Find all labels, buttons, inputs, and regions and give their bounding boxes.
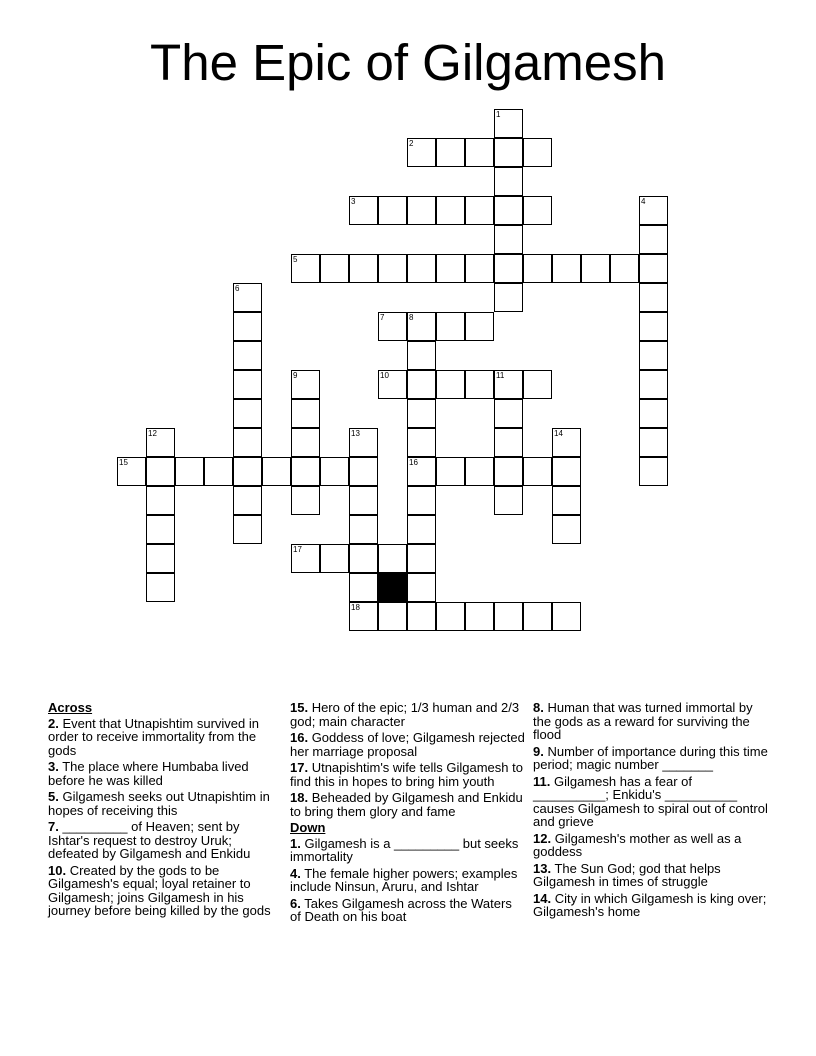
grid-cell[interactable] [494,457,523,486]
clue [290,791,526,818]
clue-number: 10. [48,862,67,878]
grid-cell[interactable] [436,602,465,631]
grid-cell[interactable] [349,486,378,515]
clue [533,832,769,859]
grid-cell[interactable] [233,457,262,486]
down-clue-list [290,837,526,924]
grid-cell[interactable] [146,428,175,457]
grid-cell[interactable] [494,602,523,631]
grid-cell[interactable] [146,544,175,573]
grid-cell[interactable] [407,254,436,283]
clue-number: 17 [293,545,302,554]
grid-cell[interactable] [233,515,262,544]
grid-cell[interactable] [407,196,436,225]
grid-cell[interactable] [465,254,494,283]
across-heading: Across [48,700,93,715]
grid-cell[interactable] [407,312,436,341]
grid-cell[interactable] [494,370,523,399]
grid-cell[interactable] [436,196,465,225]
clue-text: Goddess of love; Gilgamesh rejected her marriage proposal [290,730,525,759]
clue [48,760,284,787]
grid-cell[interactable] [320,457,349,486]
clue-text: Created by the gods to be Gilgamesh's equal; loyal retainer to Gilgamesh; joins Gilgamesh in his journey before being killed by the gods [48,862,271,918]
clue [290,761,526,788]
grid-cell[interactable] [552,602,581,631]
clue [48,790,284,817]
clue-number: 4. [290,865,301,881]
clue-number: 8. [533,700,544,715]
clue-column-1 [48,701,284,921]
grid-cell[interactable] [233,283,262,312]
grid-cell[interactable] [523,138,552,167]
clue [533,892,769,919]
grid-cell[interactable] [494,486,523,515]
grid-cell[interactable] [465,196,494,225]
clue-number: 3. [48,759,59,774]
grid-cell[interactable] [552,428,581,457]
clue-number: 12. [533,830,552,846]
clue [533,701,769,742]
grid-cell[interactable] [639,196,668,225]
grid-cell[interactable] [233,312,262,341]
clue-text: Gilgamesh seeks out Utnapishtim in hopes of receiving this [48,789,270,818]
grid-cell[interactable] [639,225,668,254]
grid-cell[interactable] [639,399,668,428]
grid-cell[interactable] [494,225,523,254]
grid-cell[interactable] [233,399,262,428]
clue-number: 9 [293,371,298,380]
grid-cell[interactable] [233,370,262,399]
grid-cell[interactable] [349,254,378,283]
grid-cell[interactable] [407,457,436,486]
grid-cell[interactable] [349,457,378,486]
clue-text: Gilgamesh has a fear of __________; Enkidu's __________ causes Gilgamesh to spiral out of control and grieve [533,773,768,829]
grid-cell[interactable] [436,312,465,341]
grid-cell[interactable] [523,254,552,283]
clue [48,717,284,758]
grid-cell[interactable] [349,573,378,602]
clue-text: Takes Gilgamesh across the Waters of Death on his boat [290,895,512,924]
clue-number: 15 [119,458,128,467]
grid-cell[interactable] [175,457,204,486]
grid-cell[interactable] [523,602,552,631]
grid-cell[interactable] [552,254,581,283]
grid-cell[interactable] [146,486,175,515]
grid-cell[interactable] [146,457,175,486]
across-clue-list [48,717,284,918]
grid-cell[interactable] [407,138,436,167]
grid-cell[interactable] [117,457,146,486]
clue-text: Hero of the epic; 1/3 human and 2/3 god; main character [290,700,520,729]
grid-cell[interactable] [291,254,320,283]
grid-cell[interactable] [523,370,552,399]
clue-text: Event that Utnapishtim survived in order to receive immortality from the gods [48,715,259,758]
grid-cell[interactable] [291,457,320,486]
clue-number: 6 [235,284,240,293]
grid-cell[interactable] [233,428,262,457]
clue-number: 15. [290,700,309,715]
clue [290,701,526,728]
clue-number: 3 [351,197,356,206]
grid-cell[interactable] [639,312,668,341]
grid-cell[interactable] [349,515,378,544]
grid-cell[interactable] [407,486,436,515]
grid-cell[interactable] [494,167,523,196]
grid-cell[interactable] [639,254,668,283]
down-heading: Down [290,820,326,835]
clue-text: Utnapishtim's wife tells Gilgamesh to find this in hopes to bring him youth [290,760,523,789]
clue-number: 2 [409,139,414,148]
grid-cell[interactable] [494,428,523,457]
clue [533,775,769,829]
clue-number: 10 [380,371,389,380]
black-square [378,573,407,602]
grid-cell[interactable] [639,370,668,399]
clue [48,864,284,918]
grid-cell[interactable] [378,196,407,225]
clue-number: 4 [641,197,646,206]
down-clue-list-continued [533,701,769,919]
grid-cell[interactable] [146,573,175,602]
clue-text: The place where Humbaba lived before he was killed [48,759,249,788]
grid-cell[interactable] [436,138,465,167]
clue-number: 5. [48,789,59,804]
clue-text: The female higher powers; examples include Ninsun, Aruru, and Ishtar [290,865,518,894]
grid-cell[interactable] [523,196,552,225]
grid-cell[interactable] [233,341,262,370]
clue-number: 16. [290,730,309,745]
clue-number: 17. [290,760,309,775]
grid-cell[interactable] [320,254,349,283]
grid-cell[interactable] [494,196,523,225]
grid-cell[interactable] [610,254,639,283]
grid-cell[interactable] [465,602,494,631]
clue-number: 5 [293,255,298,264]
grid-cell[interactable] [407,399,436,428]
clue-text: Human that was turned immortal by the gods as a reward for surviving the flood [533,700,753,742]
grid-cell[interactable] [494,138,523,167]
grid-cell[interactable] [378,602,407,631]
clue [48,820,284,861]
grid-cell[interactable] [639,283,668,312]
grid-cell[interactable] [552,457,581,486]
clue-number: 2. [48,715,59,731]
grid-cell[interactable] [378,544,407,573]
grid-cell[interactable] [349,602,378,631]
clue-number: 1 [496,110,501,119]
grid-cell[interactable] [552,486,581,515]
clue-number: 18 [351,603,360,612]
grid-cell[interactable] [465,370,494,399]
clue-number: 13 [351,429,360,438]
clue [290,897,526,924]
grid-cell[interactable] [494,109,523,138]
grid-cell[interactable] [639,341,668,370]
grid-cell[interactable] [407,544,436,573]
grid-cell[interactable] [494,399,523,428]
clue-number: 9. [533,743,544,759]
clue-column-2 [290,701,526,927]
across-clue-list-continued [290,701,526,818]
clue-number: 11 [496,371,505,380]
clue-number: 14. [533,890,552,906]
clue-number: 7 [380,313,385,322]
grid-cell[interactable] [552,515,581,544]
clue-number: 8 [409,313,414,322]
grid-cell[interactable] [581,254,610,283]
grid-cell[interactable] [349,544,378,573]
grid-cell[interactable] [407,602,436,631]
clue [290,867,526,894]
grid-cell[interactable] [378,312,407,341]
grid-cell[interactable] [320,544,349,573]
grid-cell[interactable] [407,370,436,399]
puzzle-title: The Epic of Gilgamesh [150,34,666,91]
clue [533,862,769,889]
grid-cell[interactable] [465,457,494,486]
grid-cell[interactable] [494,283,523,312]
clue-text: Number of importance during this time period; magic number _______ [533,743,768,772]
clue-number: 7. [48,819,59,834]
grid-cell[interactable] [204,457,233,486]
grid-cell[interactable] [523,457,552,486]
grid-cell[interactable] [436,370,465,399]
grid-cell[interactable] [436,254,465,283]
grid-cell[interactable] [291,486,320,515]
grid-cell[interactable] [494,254,523,283]
clue-text: Beheaded by Gilgamesh and Enkidu to bring them glory and fame [290,790,523,819]
grid-cell[interactable] [233,486,262,515]
clue [290,731,526,758]
grid-cell[interactable] [262,457,291,486]
clue-number: 6. [290,895,301,911]
grid-cell[interactable] [465,138,494,167]
clue-number: 14 [554,429,563,438]
clue-text: The Sun God; god that helps Gilgamesh in times of struggle [533,860,721,889]
grid-cell[interactable] [291,428,320,457]
clue-number: 11. [533,773,551,789]
grid-cell[interactable] [407,515,436,544]
grid-cell[interactable] [291,370,320,399]
grid-cell[interactable] [407,573,436,602]
clue-text: Gilgamesh's mother as well as a goddess [533,830,742,859]
grid-cell[interactable] [291,544,320,573]
clue-text: City in which Gilgamesh is king over; Gilgamesh's home [533,890,767,919]
grid-cell[interactable] [407,428,436,457]
clue-text: _________ of Heaven; sent by Ishtar's request to destroy Uruk; defeated by Gilgamesh and Enkidu [48,819,251,861]
clue-number: 13. [533,860,552,876]
grid-cell[interactable] [407,341,436,370]
clue-text: Gilgamesh is a _________ but seeks immortality [290,835,519,864]
grid-cell[interactable] [639,428,668,457]
grid-cell[interactable] [465,312,494,341]
clue [533,745,769,772]
grid-cell[interactable] [639,457,668,486]
clue [290,837,526,864]
grid-cell[interactable] [378,254,407,283]
clue-number: 1. [290,835,301,851]
clue-number: 18. [290,790,309,805]
clue-number: 12 [148,429,157,438]
grid-cell[interactable] [146,515,175,544]
grid-cell[interactable] [291,399,320,428]
clue-column-3 [533,701,769,922]
grid-cell[interactable] [349,196,378,225]
clue-number: 16 [409,458,418,467]
grid-cell[interactable] [378,370,407,399]
grid-cell[interactable] [349,428,378,457]
grid-cell[interactable] [436,457,465,486]
